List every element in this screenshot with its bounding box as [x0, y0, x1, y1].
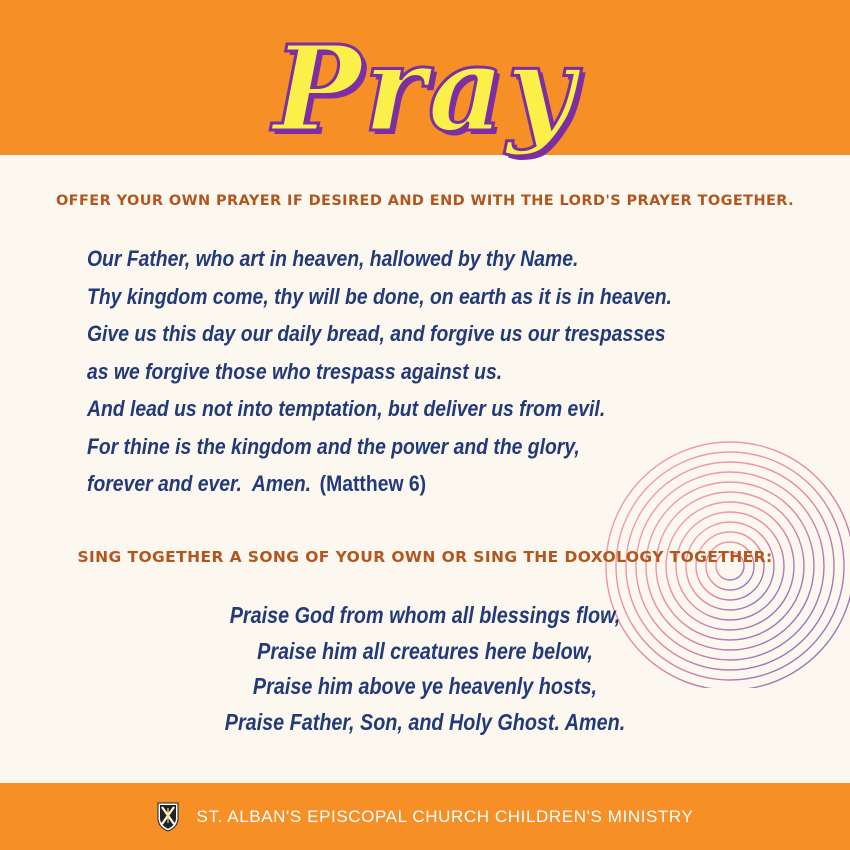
footer-content: [0, 783, 850, 850]
song-instruction: SING TOGETHER A SONG OF YOUR OWN OR SING THE DOXOLOGY TOGETHER:: [77, 548, 773, 566]
prayer-line: Thy kingdom come, thy will be done, on earth as it is in heaven.: [87, 283, 672, 309]
prayer-line: For thine is the kingdom and the power and the glory,: [87, 433, 580, 459]
footer-band: [0, 783, 850, 850]
doxology-line: Praise him above ye heavenly hosts,: [252, 673, 598, 699]
prayer-line: Give us this day our daily bread, and forgive us our trespasses: [87, 321, 666, 346]
prayer-line: Our Father, who art in heaven, hallowed by thy Name.: [87, 246, 579, 271]
doxology-line: Praise Father, Son, and Holy Ghost. Amen.: [224, 708, 626, 735]
prayer-line: as we forgive those who trespass against us.: [87, 358, 503, 384]
church-shield-icon: [157, 802, 179, 832]
footer-text: ST. ALBAN'S EPISCOPAL CHURCH CHILDREN'S MINISTRY: [196, 806, 694, 826]
doxology: [0, 598, 850, 740]
doxology-line: Praise God from whom all blessings flow,: [229, 602, 621, 628]
prayer-instruction: OFFER YOUR OWN PRAYER IF DESIRED AND END WITH THE LORD'S PRAYER TOGETHER.: [55, 193, 795, 209]
prayer-line: forever and ever. Amen.: [87, 471, 312, 496]
prayer-line: And lead us not into temptation, but deliver us from evil.: [87, 396, 606, 421]
doxology-line: Praise him all creatures here below,: [257, 637, 593, 664]
page-title: Pray: [273, 19, 577, 158]
prayer-citation: (Matthew 6): [319, 471, 427, 496]
